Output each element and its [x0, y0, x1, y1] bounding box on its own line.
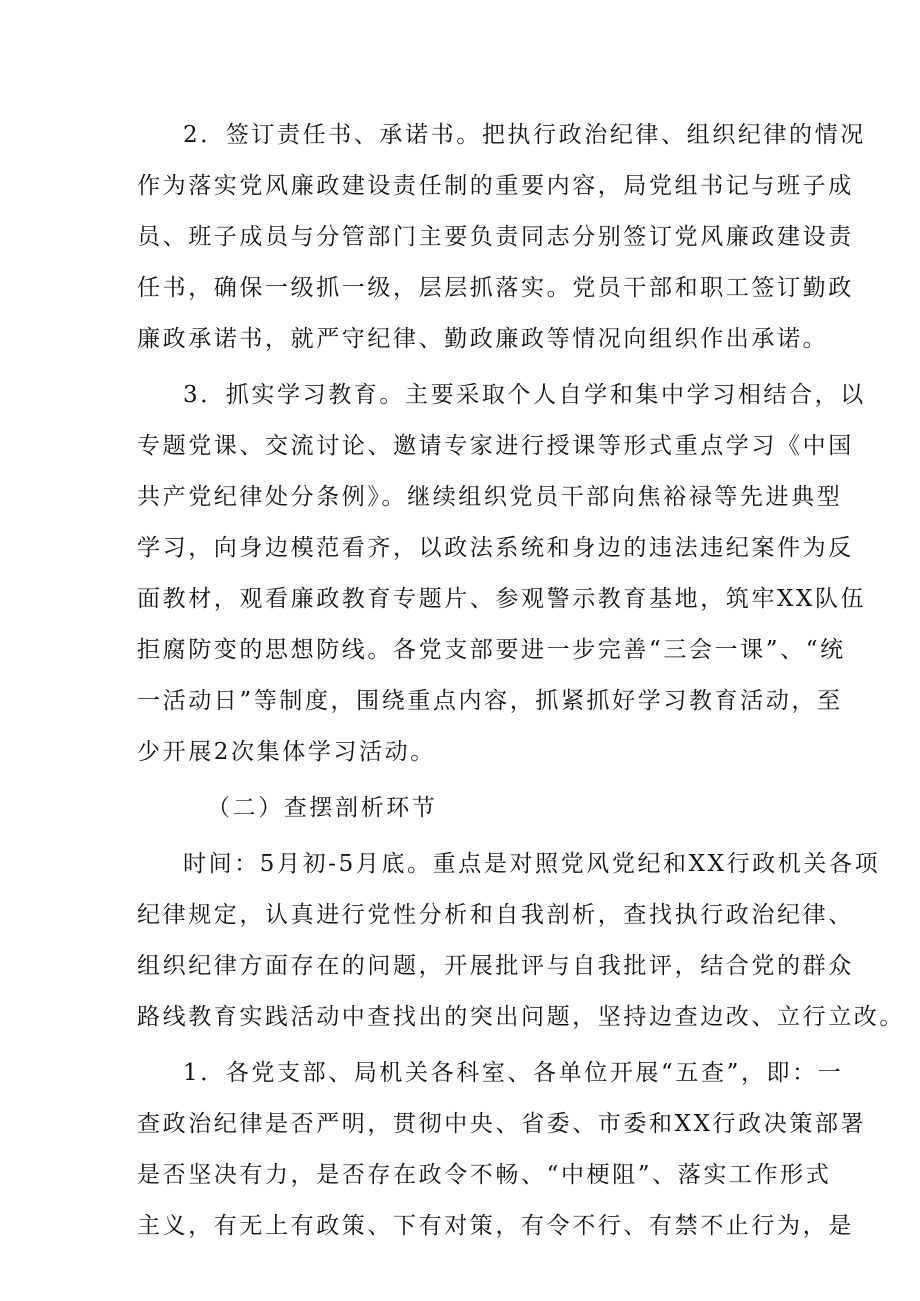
paragraph-2-line-3: 员、班子成员与分管部门主要负责同志分别签订党风廉政建设责 — [137, 224, 854, 250]
paragraph-2-line-2: 作为落实党风廉政建设责任制的重要内容，局党组书记与班子成 — [137, 173, 854, 199]
paragraph-3-line-8: 少开展2次集体学习活动。 — [137, 739, 436, 765]
time-paragraph-line-2: 纪律规定，认真进行党性分析和自我剖析，查找执行政治纪律、 — [137, 902, 854, 928]
time-paragraph-line-3: 组织纪律方面存在的问题，开展批评与自我批评，结合党的群众 — [137, 953, 854, 979]
paragraph-3-line-4: 学习，向身边模范看齐，以政法系统和身边的违法违纪案件为反 — [137, 535, 854, 561]
time-paragraph-line-4: 路线教育实践活动中查找出的突出问题，坚持边查边改、立行立改。 — [137, 1004, 905, 1030]
section-heading: （二）查摆剖析环节 — [207, 795, 438, 821]
paragraph-1-line-1: 1．各党支部、局机关各科室、各单位开展“五查”，即：一 — [183, 1060, 844, 1086]
document-body — [137, 110, 905, 1252]
paragraph-1-line-2: 查政治纪律是否严明，贯彻中央、省委、市委和XX行政决策部署 — [137, 1111, 867, 1137]
paragraph-1-line-3: 是否坚决有力，是否存在政令不畅、“中梗阻”、落实工作形式 — [137, 1162, 832, 1188]
paragraph-2-line-1: 2．签订责任书、承诺书。把执行政治纪律、组织纪律的情况 — [183, 122, 866, 148]
paragraph-2-line-5: 廉政承诺书，就严守纪律、勤政廉政等情况向组织作出承诺。 — [137, 326, 829, 352]
paragraph-3-line-7: 一活动日”等制度，围绕重点内容，抓紧抓好学习教育活动，至 — [137, 688, 843, 714]
paragraph-2-line-4: 任书，确保一级抓一级，层层抓落实。党员干部和职工签订勤政 — [137, 275, 854, 301]
paragraph-1-line-4: 主义，有无上有政策、下有对策，有令不行、有禁不止行为，是 — [137, 1213, 854, 1239]
paragraph-3-line-1: 3．抓实学习教育。主要采取个人自学和集中学习相结合，以 — [183, 382, 866, 408]
paragraph-3-line-3: 共产党纪律处分条例》。继续组织党员干部向焦裕禄等先进典型 — [137, 484, 843, 510]
time-paragraph-line-1: 时间：5月初-5月底。重点是对照党风党纪和XX行政机关各项 — [183, 851, 881, 877]
paragraph-3-line-5: 面教材，观看廉政教育专题片、参观警示教育基地，筑牢XX队伍 — [137, 586, 867, 612]
paragraph-3-line-6: 拒腐防变的思想防线。各党支部要进一步完善“三会一课”、“统 — [137, 637, 846, 663]
paragraph-3-line-2: 专题党课、交流讨论、邀请专家进行授课等形式重点学习《中国 — [137, 433, 854, 459]
